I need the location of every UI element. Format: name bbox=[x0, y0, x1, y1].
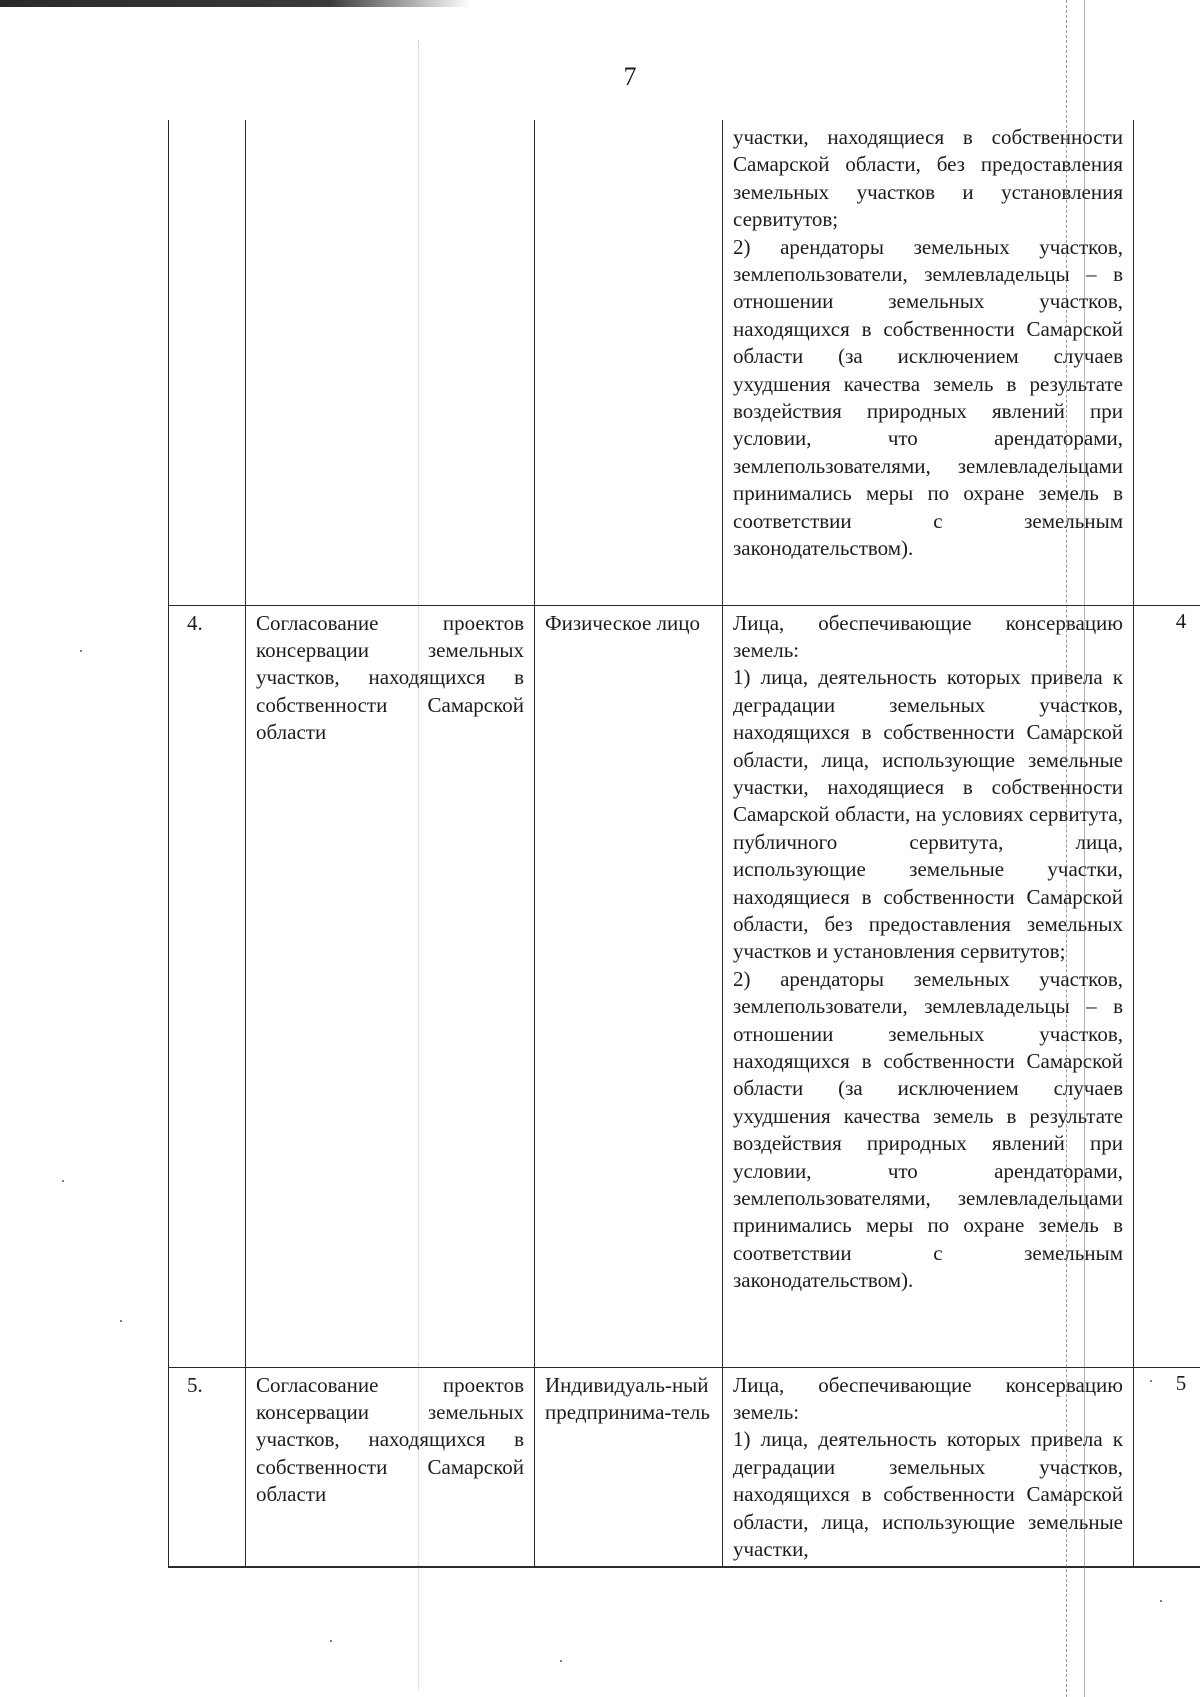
service-name-cell bbox=[246, 120, 535, 605]
scan-edge-mark bbox=[0, 0, 470, 7]
rate-cell: 4 bbox=[1134, 605, 1200, 1367]
applicant-cell: Индивидуаль-ный предпринима-тель bbox=[535, 1367, 723, 1567]
description-paragraph: Лица, обеспечивающие консервацию земель: bbox=[733, 1372, 1123, 1424]
row-number-cell: 4. bbox=[169, 605, 246, 1367]
description-paragraph: 1) лица, деятельность которых привела к деградации земельных участков, находящихся в собственности Самарской области, лица, использующие земельные участки, bbox=[733, 1427, 1123, 1561]
scan-speck bbox=[1150, 1380, 1152, 1382]
scan-speck bbox=[120, 1320, 122, 1322]
row-number-cell: 5. bbox=[169, 1367, 246, 1567]
description-paragraph: 2) арендаторы земельных участков, землепользователи, землевладельцы – в отношении земельных участков, находящихся в собственности Самарской области (за исключением случаев ухудшения качества земель в результате воздействия природных явлений при условии, что арендаторами, землепользователями, землевладельцами принимались меры по охране земель в соответствии с земельным законодательством). bbox=[733, 234, 1123, 561]
description-paragraph: 2) арендаторы земельных участков, землепользователи, землевладельцы – в отношении земельных участков, находящихся в собственности Самарской области (за исключением случаев ухудшения качества земель в результате воздействия природных явлений при условии, что арендаторами, землепользователями, землевладельцами принимались меры по охране земель в соответствии с земельным законодательством). bbox=[733, 966, 1123, 1293]
description-paragraph: Лица, обеспечивающие консервацию земель: bbox=[733, 610, 1123, 662]
applicant-cell: Физическое лицо bbox=[535, 605, 723, 1367]
scan-speck bbox=[1160, 1600, 1162, 1602]
rate-cell bbox=[1134, 120, 1200, 605]
rate-cell: 5 bbox=[1134, 1367, 1200, 1567]
scan-speck bbox=[80, 650, 82, 652]
scan-speck bbox=[560, 1660, 562, 1662]
scan-crease-line bbox=[1084, 0, 1085, 1697]
services-table bbox=[168, 120, 1200, 1568]
scan-crease-line bbox=[1066, 0, 1067, 1697]
applicant-cell bbox=[535, 120, 723, 605]
scan-speck bbox=[330, 1640, 332, 1642]
description-paragraph: участки, находящиеся в собственности Самарской области, без предоставления земельных участков и установления сервитутов; bbox=[733, 125, 1123, 232]
applicant-description-cell bbox=[723, 1367, 1134, 1567]
service-name-cell: Согласование проектов консервации земельных участков, находящихся в собственности Самарской области bbox=[246, 1367, 535, 1567]
row-number-cell bbox=[169, 120, 246, 605]
scan-speck bbox=[62, 1180, 64, 1182]
applicant-description-cell bbox=[723, 605, 1134, 1367]
page-number: 7 bbox=[623, 62, 637, 91]
table-row-4 bbox=[169, 605, 1200, 1367]
table-row-5 bbox=[169, 1367, 1200, 1567]
description-paragraph: 1) лица, деятельность которых привела к деградации земельных участков, находящихся в собственности Самарской области, лица, использующие земельные участки, находящиеся в собственности Самарской области, на условиях сервитута, публичного сервитута, лица, использующие земельные участки, находящиеся в собственности Самарской области, без предоставления земельных участков и установления сервитутов; bbox=[733, 665, 1123, 964]
applicant-description-cell bbox=[723, 120, 1134, 605]
scan-crease-line bbox=[418, 40, 419, 1690]
table-row-continuation bbox=[169, 120, 1200, 605]
service-name-cell: Согласование проектов консервации земельных участков, находящихся в собственности Самарской области bbox=[246, 605, 535, 1367]
